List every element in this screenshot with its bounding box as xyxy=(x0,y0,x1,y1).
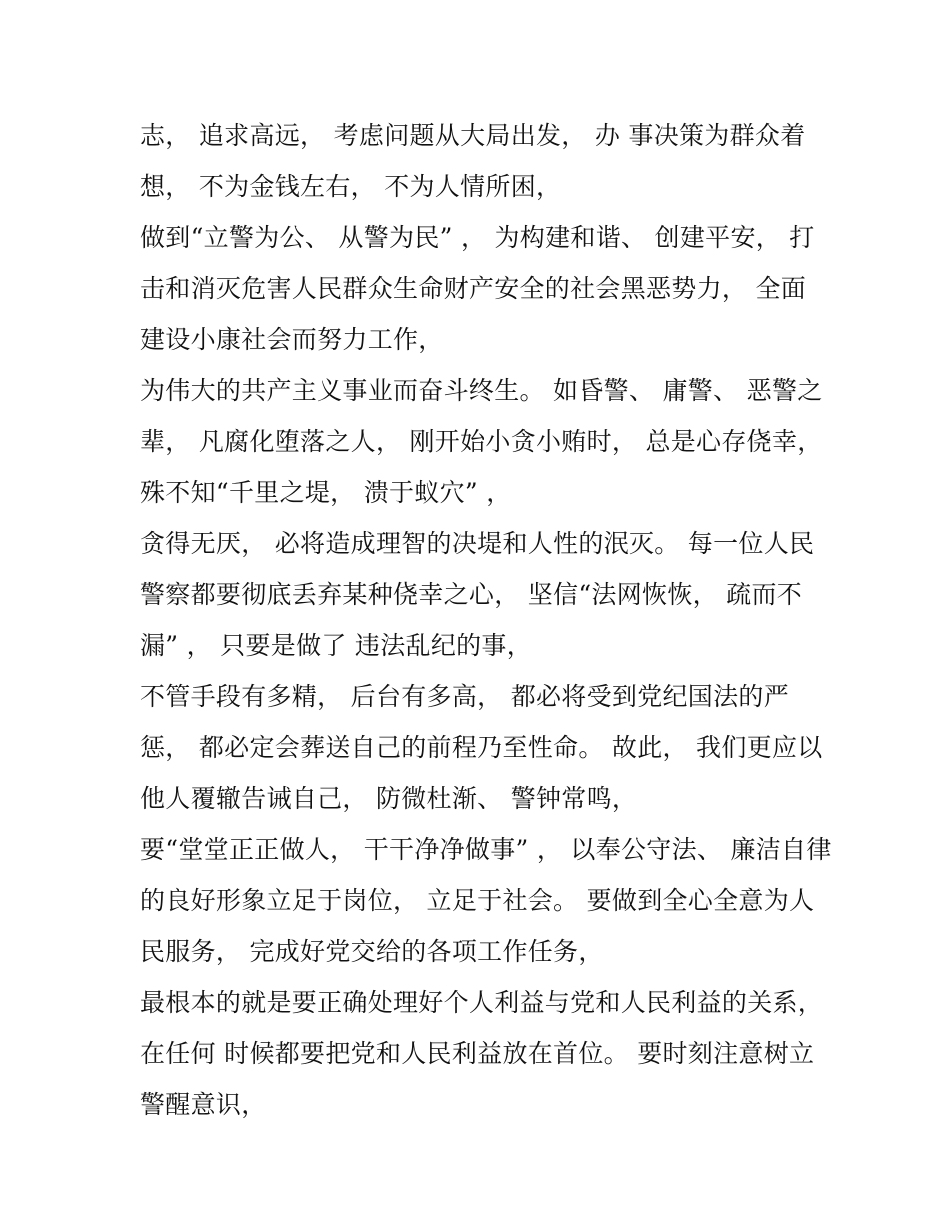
text-line: 想， 不为金钱左右， 不为人情所困， xyxy=(140,172,562,201)
text-line: 建设小康社会而努力工作， xyxy=(140,325,444,354)
text-line: 警醒意识， xyxy=(140,1090,267,1119)
text-line: 民服务， 完成好党交给的各项工作任务， xyxy=(140,937,604,966)
text-line: 击和消灭危害人民群众生命财产安全的社会黑恶势力， 全面 xyxy=(140,274,807,303)
text-line: 做到“立警为公、 从警为民” ， 为构建和谐、 创建平安， 打 xyxy=(140,223,815,252)
text-line: 最根本的就是要正确处理好个人利益与党和人民利益的关系， xyxy=(140,988,824,1017)
text-line: 不管手段有多精， 后台有多高， 都必将受到党纪国法的严 xyxy=(140,682,789,711)
body-text xyxy=(140,110,832,1130)
text-line: 警察都要彻底丢弃某种侥幸之心， 坚信“法网恢恢， 疏而不 xyxy=(140,580,803,609)
text-line: 贪得无厌， 必将造成理智的决堤和人性的泯灭。 每一位人民 xyxy=(140,529,815,558)
text-line: 志， 追求高远， 考虑问题从大局出发， 办 事决策为群众着 xyxy=(140,121,806,150)
text-line: 的良好形象立足于岗位， 立足于社会。 要做到全心全意为人 xyxy=(140,886,815,915)
text-line: 为伟大的共产主义事业而奋斗终生。 如昏警、 庸警、 恶警之 xyxy=(140,376,823,405)
text-line: 殊不知“千里之堤， 溃于蚁穴” ， xyxy=(140,478,512,507)
text-line: 辈， 凡腐化堕落之人， 刚开始小贪小贿时， 总是心存侥幸， xyxy=(140,427,823,456)
text-line: 漏” ， 只要是做了 违法乱纪的事， xyxy=(140,631,533,660)
text-line: 惩， 都必定会葬送自己的前程乃至性命。 故此， 我们更应以 xyxy=(140,733,823,762)
text-line: 在任何 时候都要把党和人民利益放在首位。 要时刻注意树立 xyxy=(140,1039,815,1068)
text-line: 要“堂堂正正做人， 干干净净做事” ， 以奉公守法、 廉洁自律 xyxy=(140,835,832,864)
text-line: 他人覆辙告诫自己， 防微杜渐、 警钟常鸣， xyxy=(140,784,638,813)
